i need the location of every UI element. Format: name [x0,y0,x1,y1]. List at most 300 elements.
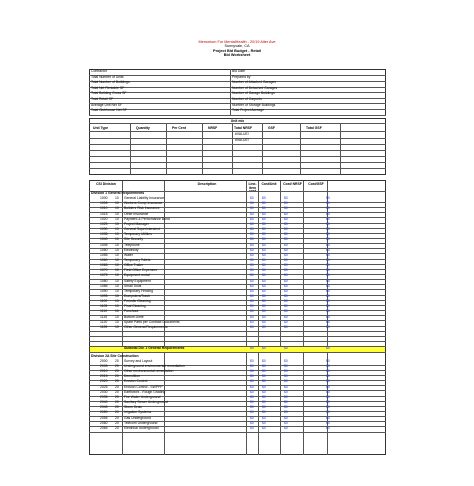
cost-value: $0 [250,425,254,430]
cost-value: $0 [262,232,266,237]
unit-mix-header: Unit Type [93,126,109,130]
unit-mix-value: #VALUE! [235,138,249,142]
cost-value: $0 [250,211,254,216]
line-description: Sanitary Sewer Underground [124,400,168,405]
cost-value: $0 [284,211,288,216]
line-description: Equipment rental [124,273,150,278]
cost-value: $0 [250,263,254,268]
cost-value: $0 [284,410,288,415]
csi-sub: 10 [115,211,119,216]
csi-sub: 10 [115,314,119,319]
cost-value: $0 [262,283,266,288]
cost-value: $0 [326,263,330,268]
cost-value: $0 [262,237,266,242]
line-description: Temporary Utilities [124,232,152,237]
csi-sub: 10 [115,227,119,232]
cost-value: $0 [250,283,254,288]
unit-mix-col-line [300,123,301,175]
cost-value: $0 [262,294,266,298]
csi-sub: 20 [115,420,119,425]
cost-value: $0 [262,314,266,319]
cost-value: $0 [262,405,266,410]
unit-mix-col-line [340,123,341,175]
cost-value: $0 [284,358,288,363]
info-label-left: Total Number of Units [91,74,124,79]
unit-mix-header: GSF [268,126,275,130]
csi-code: 1095 [100,294,108,298]
info-label-right: Prepared by [232,74,251,79]
cost-value: $0 [262,299,266,304]
cost-value: $0 [250,247,254,252]
cost-value: $0 [284,304,288,309]
csi-code: 1025 [100,221,108,226]
cost-value: $0 [326,324,330,329]
info-label-left: Total Net Rentable SF [91,85,125,90]
line-description: Survey and Layout [124,358,153,363]
csi-sub: 10 [115,232,119,237]
csi-sub: 10 [115,319,119,324]
csi-code: 1040 [100,237,108,242]
cost-value: $0 [284,221,288,226]
cost-value: $0 [284,206,288,211]
unit-mix-line [89,123,386,124]
cost-value: $0 [326,221,330,226]
csi-code: 2045 [100,405,108,410]
cost-col-header: Line-item cost [248,182,257,194]
line-description: Electricity [124,247,139,252]
cost-value: $0 [326,288,330,293]
cost-value: $0 [250,232,254,237]
csi-sub: 10 [115,294,119,298]
cost-value: $0 [284,196,288,201]
cost-value: $0 [262,364,266,369]
unit-mix-col-line [130,123,131,175]
line-description: Dumpsters/Trash [124,294,150,298]
unit-mix-header: Total NRSF [234,126,253,130]
cost-value: $0 [284,324,288,329]
cost-value: $0 [326,364,330,369]
cost-value: $0 [250,400,254,405]
csi-code: 1035 [100,232,108,237]
cost-value: $0 [250,309,254,314]
info-label-left: Total Number of Buildings [91,80,130,85]
csi-code: 2005 [100,364,108,369]
csi-sub: 20 [115,374,119,379]
cost-value: $0 [284,384,288,389]
cost-value: $0 [250,227,254,232]
cost-value: $0 [284,299,288,304]
row-line [89,432,386,433]
csi-sub: 20 [115,415,119,420]
cost-value: $0 [284,309,288,314]
csi-code: 1080 [100,278,108,283]
cost-value: $0 [284,232,288,237]
csi-sub: 10 [115,283,119,288]
csi-sub: 20 [115,384,119,389]
unit-mix-col-line [166,123,167,175]
cost-col-header: Cost/GSF [308,182,324,186]
csi-sub: 20 [115,369,119,374]
unit-mix-col-line [262,123,263,175]
cost-value: $0 [262,216,266,221]
csi-code: 1125 [100,324,108,329]
cost-value: $0 [262,304,266,309]
cost-value: $0 [326,232,330,237]
cost-value: $0 [284,237,288,242]
line-description: Other General Requirements [124,324,168,329]
subtotal-value: $0 [262,345,266,350]
cost-value: $0 [262,410,266,415]
cost-value: $0 [326,400,330,405]
csi-sub: 10 [115,247,119,252]
cost-value: $0 [250,394,254,399]
unit-mix-row-line [89,144,386,145]
line-description: Underground environmental remediation [124,364,185,369]
cost-value: $0 [284,420,288,425]
cost-col-header: Cost/ NRSF [283,182,302,186]
unit-mix-header: Per Cent [172,126,186,130]
csi-sub: 20 [115,400,119,405]
line-description: Other environmental remediation [124,369,174,374]
cost-value: $0 [262,379,266,384]
cost-value: $0 [262,211,266,216]
line-description: Punchout [124,309,139,314]
unit-mix-header: NRSF [208,126,218,130]
cost-value: $0 [326,389,330,394]
cost-value: $0 [284,389,288,394]
cost-value: $0 [326,420,330,425]
line-description: Erosion Control [124,379,148,384]
cost-value: $0 [250,324,254,329]
cost-value: $0 [250,252,254,257]
csi-code: 2040 [100,400,108,405]
csi-sub: 10 [115,201,119,206]
cost-value: $0 [262,263,266,268]
cost-value: $0 [326,319,330,324]
line-description: Workers Comp Insurance [124,201,163,206]
cost-value: $0 [326,216,330,221]
cost-value: $0 [250,206,254,211]
cost-value: $0 [250,389,254,394]
info-label-left: Average Unit Net SF [91,102,123,107]
cost-value: $0 [326,211,330,216]
csi-code: 2030 [100,389,108,394]
cost-value: $0 [284,379,288,384]
cost-value: $0 [250,369,254,374]
line-description: Project Manager [124,221,149,226]
cost-value: $0 [250,415,254,420]
cost-value: $0 [250,294,254,298]
csi-code: 1100 [100,299,108,304]
csi-sub: 10 [115,273,119,278]
line-description: Telephone [124,242,140,247]
csi-code: 1115 [100,314,108,319]
cost-value: $0 [326,379,330,384]
csi-code: 1110 [100,309,108,314]
line-description: Periodic Cleaning [124,299,151,304]
cost-value: $0 [326,384,330,389]
csi-code: 1065 [100,263,108,268]
cost-value: $0 [262,358,266,363]
csi-sub: 20 [115,364,119,369]
cost-value: $0 [262,242,266,247]
csi-code: 1090 [100,288,108,293]
csi-sub: 10 [115,309,119,314]
cost-value: $0 [262,206,266,211]
csi-code: 1120 [100,319,108,324]
cost-value: $0 [262,319,266,324]
csi-sub: 10 [115,299,119,304]
cost-value: $0 [250,410,254,415]
cost-value: $0 [250,384,254,389]
line-description: Storm Drain [124,405,143,410]
cost-value: $0 [326,299,330,304]
line-description: Earthwork - Rough Grading [124,389,166,394]
cost-value: $0 [262,252,266,257]
csi-code: 2000 [100,358,108,363]
cost-value: $0 [250,319,254,324]
csi-code: 1105 [100,304,108,309]
csi-code: 1045 [100,242,108,247]
info-label-right: Number of Garage Buildings [232,91,275,96]
csi-sub: 10 [115,237,119,242]
csi-sub: 10 [115,221,119,226]
cost-value: $0 [284,314,288,319]
cost-value: $0 [250,304,254,309]
cost-value: $0 [262,415,266,420]
cost-value: $0 [326,237,330,242]
cost-value: $0 [326,294,330,298]
division-title: Division 1 General Requirements [91,191,145,195]
cost-value: $0 [250,364,254,369]
unit-mix-header: Quantity [136,126,150,130]
sheet-name: Bid Worksheet [223,53,251,58]
csi-sub: 20 [115,358,119,363]
line-description: Final Cleaning [124,304,146,309]
subtotal-value: $0 [250,345,254,350]
cost-value: $0 [250,379,254,384]
cost-value: $0 [250,420,254,425]
cost-value: $0 [250,288,254,293]
line-description: General Superintendent [124,227,161,232]
csi-code: 1085 [100,283,108,288]
unit-mix-row-line [89,156,386,157]
cost-value: $0 [262,268,266,273]
cost-value: $0 [326,415,330,420]
csi-sub: 20 [115,389,119,394]
csi-code: 1030 [100,227,108,232]
cost-value: $0 [250,216,254,221]
unit-mix-row-line [89,150,386,151]
cost-value: $0 [284,252,288,257]
cost-value: $0 [262,309,266,314]
cost-value: $0 [326,201,330,206]
info-label-right: Bid Date [232,69,246,73]
csi-sub: 20 [115,379,119,384]
cost-value: $0 [326,309,330,314]
cost-value: $0 [326,410,330,415]
row-line [89,331,386,332]
cost-value: $0 [250,237,254,242]
cost-value: $0 [326,304,330,309]
cost-value: $0 [326,314,330,319]
cost-value: $0 [250,374,254,379]
csi-sub: 10 [115,196,119,201]
cost-value: $0 [326,247,330,252]
info-label-left: Contractor [91,69,107,73]
csi-code: 1005 [100,201,108,206]
cost-col-header: CSI Division [96,182,116,186]
row-line [89,253,386,254]
line-description: Temporary Fencing [124,288,154,293]
line-description: General Liability Insurance [124,196,165,201]
cost-value: $0 [262,221,266,226]
csi-sub: 20 [115,425,119,430]
line-description: Payment & Performance Bond [124,216,170,221]
cost-value: $0 [326,252,330,257]
csi-sub: 10 [115,242,119,247]
info-label-right: Number of Carports [232,97,262,101]
csi-code: 1010 [100,206,108,211]
cost-value: $0 [262,374,266,379]
sheet-header [0,40,474,57]
cost-value: $0 [284,394,288,399]
cost-value: $0 [326,394,330,399]
cost-value: $0 [250,278,254,283]
cost-value: $0 [284,278,288,283]
line-description: Water [124,252,133,257]
cost-value: $0 [250,314,254,319]
line-description: Field Office Expenses [124,268,157,273]
line-description: Temporary Toilets [124,257,151,262]
cost-value: $0 [284,242,288,247]
cost-value: $0 [250,221,254,226]
csi-code: 1050 [100,247,108,252]
cost-value: $0 [326,278,330,283]
cost-value: $0 [326,273,330,278]
unit-mix-value: #VALUE! [235,132,249,136]
cost-value: $0 [250,242,254,247]
csi-sub: 10 [115,324,119,329]
cost-value: $0 [262,227,266,232]
csi-code: 2015 [100,374,108,379]
csi-code: 1060 [100,257,108,262]
cost-value: $0 [284,247,288,252]
cost-value: $0 [262,324,266,329]
line-description: Irrigation Systems [124,410,152,415]
unit-mix-col-line [202,123,203,175]
line-description: Site Security [124,237,144,242]
cost-value: $0 [262,369,266,374]
cost-value: $0 [326,257,330,262]
cost-value: $0 [326,405,330,410]
csi-code: 1070 [100,268,108,273]
line-description: Small Tools [124,283,142,288]
unit-mix-col-line [232,123,233,175]
subtotal-label: Subtotal Div. 1 General Requirements [124,345,185,350]
cost-value: $0 [250,405,254,410]
info-label-left: Total Clubhouse Net SF [91,108,127,113]
line-description: Telecom Underground [124,420,158,425]
cost-value: $0 [250,299,254,304]
project-title: Memorium For MentalHealth - 20/19 Alter Ave [198,40,276,44]
unit-mix-row-line [89,162,386,163]
line-description: Fire Water Underground [124,394,161,399]
cost-value: $0 [262,288,266,293]
line-description: Demolition [124,374,141,379]
line-description: Erosion Control - SWPPP [124,384,163,389]
csi-sub: 20 [115,410,119,415]
info-row-line [89,115,386,116]
cost-value: $0 [284,283,288,288]
line-description: Safety Equipment [124,278,151,283]
cost-value: $0 [262,394,266,399]
csi-sub: 10 [115,263,119,268]
csi-code: 1075 [100,273,108,278]
csi-sub: 20 [115,394,119,399]
project-city: Sunnyvale, CA [224,44,250,49]
csi-code: 2065 [100,425,108,430]
cost-value: $0 [284,425,288,430]
csi-sub: 10 [115,268,119,273]
cost-value: $0 [284,257,288,262]
csi-code: 2035 [100,394,108,399]
division-title: Division 2A Site Construction [91,353,139,358]
budget-subtitle: Project Bid Budget - Retail [213,48,261,53]
csi-code: 1055 [100,252,108,257]
subtotal-value: $0 [284,345,288,350]
cost-value: $0 [326,196,330,201]
csi-sub: 10 [115,278,119,283]
row-line [89,352,386,353]
csi-sub: 10 [115,304,119,309]
cost-value: $0 [262,278,266,283]
cost-value: $0 [250,196,254,201]
cost-value: $0 [262,257,266,262]
cost-value: $0 [262,196,266,201]
cost-value: $0 [326,242,330,247]
cost-value: $0 [284,405,288,410]
cost-value: $0 [284,294,288,298]
cost-value: $0 [262,420,266,425]
cost-value: $0 [250,268,254,273]
line-description: Office Trailer [124,263,144,268]
cost-value: $0 [326,358,330,363]
cost-value: $0 [326,374,330,379]
cost-value: $0 [262,425,266,430]
csi-code: 2055 [100,415,108,420]
cost-col-header: Cost/Unit [261,182,277,186]
line-description: Bottom Dime [124,314,144,319]
cost-value: $0 [250,201,254,206]
cost-value: $0 [262,389,266,394]
line-description: Builders Risk Insurance [124,206,160,211]
info-label-right: Number of Detached Garages [232,85,278,90]
cost-value: $0 [326,227,330,232]
cost-value: $0 [262,201,266,206]
cost-value: $0 [284,227,288,232]
info-label-right: Total Project Acreage [232,108,265,113]
line-description: Spare Parts per Contract Documents [124,319,180,324]
cost-value: $0 [284,216,288,221]
cost-value: $0 [326,425,330,430]
csi-sub: 10 [115,257,119,262]
cost-value: $0 [262,247,266,252]
cost-value: $0 [284,319,288,324]
cost-col-header: Description [197,182,217,186]
csi-code: 1020 [100,216,108,221]
cost-value: $0 [284,364,288,369]
